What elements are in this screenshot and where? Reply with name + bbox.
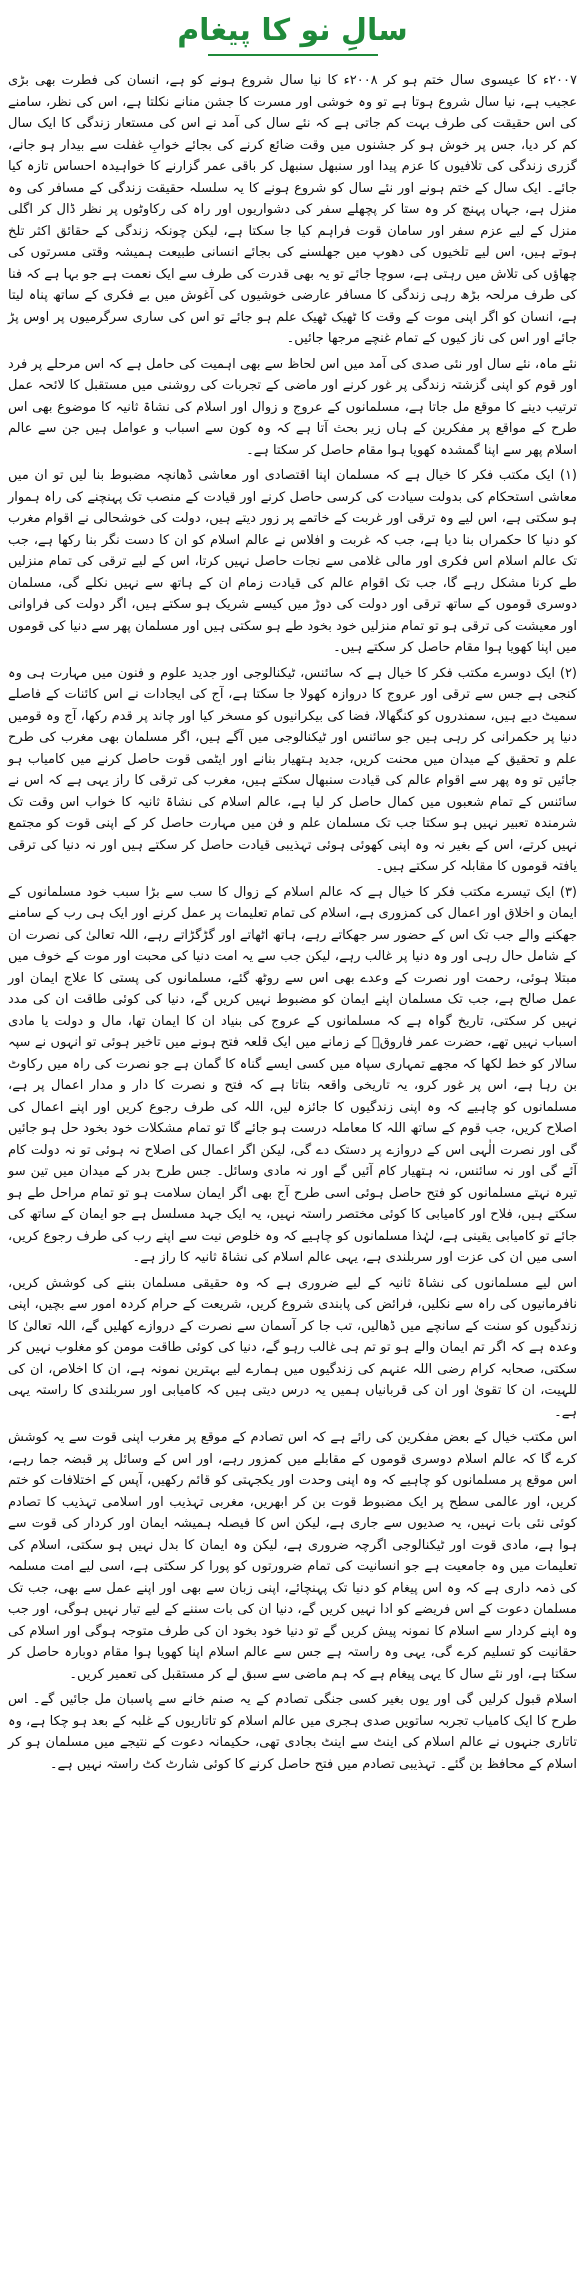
paragraph-view-science: (۲) ایک دوسرے مکتب فکر کا خیال ہے کہ سائنس، ٹیکنالوجی اور جدید علوم و فنون میں مہارت ہی وہ کنجی ہے جس سے ترقی اور عروج کا دروازہ کھولا جا سکتا ہے، آج کی ایجادات نے اس کائنات کے فاصلے سمیٹ دیے ہیں، سمندروں کو کنگھالا، فضا کی بیکرانیوں کو مسخر کیا اور چاند پر قدم رکھا، آج وہ قومیں دنیا پر حکمرانی کر رہی ہیں جو سائنس اور ٹیکنالوجی میں آگے ہیں، اگر مسلمان بھی مغرب کی طرح علم و تحقیق کے میدان میں محنت کریں، جدید ہتھیار بنانے اور ایٹمی قوت حاصل کرنے میں کامیاب ہو جائیں تو وہ پھر سے اقوام عالم کی قیادت سنبھال سکتے ہیں، مغرب کی ترقی کا راز یہی ہے کہ اس نے سائنس کے تمام شعبوں میں کمال حاصل کر لیا ہے، عالم اسلام کی نشاۃ ثانیہ کا خواب اس وقت تک شرمندہ تعبیر نہیں ہو سکتا جب تک مسلمان علم و فن میں مہارت حاصل کر کے اپنی قوت کو مجتمع نہیں کرتے، اس کے بغیر نہ وہ اپنی کھوئی ہوئی تہذیبی قیادت حاصل کر سکتے ہیں اور نہ دنیا کی ترقی یافتہ قوموں کا مقابلہ کر سکتے ہیں۔ — [8, 665, 577, 874]
title-block — [8, 8, 577, 58]
paragraph-clash: اس مکتب خیال کے بعض مفکرین کی رائے ہے کہ اس تصادم کے موقع پر مغرب اپنی قوت سے یہ کوشش کرے گا کہ عالم اسلام دوسری قوموں کے مقابلے میں کمزور رہے، اور اس کے وسائل پر قبضہ جما رہے، اس موقع پر مسلمانوں کو چاہیے کہ وہ اپنی وحدت اور یکجہتی کو قائم رکھیں، آپس کے اختلافات کو ختم کریں، اور عالمی سطح پر ایک مضبوط قوت بن کر ابھریں، مغربی تہذیب اور اسلامی تہذیب کا تصادم کوئی نئی بات نہیں، یہ صدیوں سے جاری ہے، لیکن اس کا فیصلہ ہمیشہ ایمان اور کردار کی قوت سے ہوا ہے، مادی قوت اور ٹیکنالوجی اگرچہ ضروری ہے، لیکن وہ ایمان کا بدل نہیں ہو سکتی، اسلام کی تعلیمات میں وہ جامعیت ہے جو انسانیت کی تمام ضرورتوں کو پورا کر سکتی ہے، اسی لیے امت مسلمہ کی ذمہ داری ہے کہ وہ اس پیغام کو دنیا تک پہنچائے، اپنی زبان سے بھی اور اپنے عمل سے بھی، جب تک مسلمان دعوت کے اس فریضے کو ادا نہیں کریں گے، دنیا ان کی بات سننے کے لیے تیار نہیں ہوگی، اور جب وہ اپنے کردار سے اسلام کا نمونہ پیش کریں گے تو دنیا خود بخود ان کی طرف متوجہ ہوگی اور اسلام کی حقانیت کو تسلیم کرے گی، یہی وہ راستہ ہے جس سے عالم اسلام اپنا کھویا ہوا مقام دوبارہ حاصل کر سکتا ہے، اور نئے سال کا یہی پیغام ہے کہ ہم ماضی سے سبق لے کر مستقبل کی تعمیر کریں۔ — [8, 1430, 577, 1682]
page-title: سالِ نو کا پیغام — [177, 13, 408, 48]
article-body — [8, 70, 577, 1775]
paragraph-conclusion: اسلام قبول کرلیں گی اور یوں بغیر کسی جنگی تصادم کے یہ صنم خانے سے پاسبان مل جائیں گے۔ اس طرح کا ایک کامیاب تجربہ ساتویں صدی ہجری میں عالم اسلام کو تاتاریوں کے غلبہ کے بعد ہو چکا ہے، وہ تاتاری جنہوں نے عالم اسلام کی اینٹ سے اینٹ بجادی تھی، حکیمانہ دعوت کے نتیجے میں مسلمان ہو کر اسلام کے محافظ بن گئے۔ تہذیبی تصادم میں فتح حاصل کرنے کا کوئی شارٹ کٹ راستہ نہیں ہے۔ — [8, 1692, 577, 1772]
paragraph-view-faith: (۳) ایک تیسرے مکتب فکر کا خیال ہے کہ عالم اسلام کے زوال کا سب سے بڑا سبب خود مسلمانوں کے ایمان و اخلاق اور اعمال کی کمزوری ہے، اسلام کی تمام تعلیمات پر عمل کرنے اور ایک ہی رب کے سامنے جھکنے والے جب تک اس کے حضور سر جھکاتے رہے، ہاتھ اٹھاتے اور گڑگڑاتے رہے، اللہ تعالیٰ کی نصرت ان کے شامل حال رہی اور وہ دنیا پر غالب رہے، لیکن جب سے یہ امت دنیا کی محبت اور موت کے خوف میں مبتلا ہوئی، رحمت اور نصرت کے وعدے بھی اس سے روٹھ گئے، مسلمانوں کی پستی کا علاج ایمان اور عمل صالح ہے، جب تک مسلمان اپنے ایمان کو مضبوط نہیں کریں گے، دنیا کی کوئی طاقت ان کی مدد نہیں کر سکتی، تاریخ گواہ ہے کہ مسلمانوں کے عروج کی بنیاد ان کا ایمان تھا، مال و دولت یا مادی اسباب نہیں تھے، حضرت عمر فاروقؓ کے زمانے میں ایک قلعہ فتح ہونے میں تاخیر ہوئی تو انہوں نے سپہ سالار کو خط لکھا کہ مجھے تمہاری سپاہ میں کسی ایسے گناہ کا گمان ہے جو نصرت کی راہ میں رکاوٹ بن رہا ہے، اس پر غور کرو، یہ تاریخی واقعہ بتاتا ہے کہ فتح و نصرت کا دار و مدار اعمال پر ہے، مسلمانوں کو چاہیے کہ وہ اپنی زندگیوں کا جائزہ لیں، اللہ کی طرف رجوع کریں اور اپنے اعمال کی اصلاح کریں، جب قوم کے ساتھ اللہ کا معاملہ درست ہو جائے گا تو تمام مشکلات خود بخود حل ہو جائیں گی اور نصرت الٰہی اس کے دروازے پر دستک دے گی، لیکن اگر اعمال کی اصلاح نہ ہوئی تو نہ دولت کام آئے گی اور نہ سائنس، نہ ہتھیار کام آئیں گے اور نہ مادی وسائل۔ جس طرح بدر کے میدان میں تین سو تیرہ نہتے مسلمانوں کو فتح حاصل ہوئی اسی طرح آج بھی اگر ایمان سلامت ہو تو تمام مراحل طے ہو سکتے ہیں، فلاح اور کامیابی کا کوئی مختصر راستہ نہیں، یہ ایک جہد مسلسل ہے جو ایمان کے ساتھ کی جائے تو کامیابی یقینی ہے، لہٰذا مسلمانوں کو چاہیے کہ وہ خلوص نیت سے اپنے رب کی طرف رجوع کریں، اسی میں ان کی عزت اور سربلندی ہے، یہی عالم اسلام کی نشاۃ ثانیہ کا راز ہے۔ — [8, 884, 577, 1265]
paragraph-view-economy: (۱) ایک مکتب فکر کا خیال ہے کہ مسلمان اپنا اقتصادی اور معاشی ڈھانچہ مضبوط بنا لیں تو ان میں معاشی استحکام کی بدولت سیادت کی کرسی حاصل کرنے اور قیادت کے منصب تک پہنچنے کی راہ ہموار ہو سکتی ہے، اس لیے وہ ترقی اور غربت کے خاتمے پر زور دیتے ہیں، دولت کی خوشحالی نے اقوام مغرب کو دنیا کا حکمراں بنا دیا ہے، جب کہ غربت و افلاس نے عالم اسلام کو ان کا دست نگر بنا رکھا ہے، جب تک عالم اسلام اس فکری اور مالی غلامی سے نجات حاصل نہیں کرتا، اس کے لیے ترقی کی تمام منزلیں طے کرنا مشکل رہے گا، جب تک اقوام عالم کی قیادت زمام ان کے ہاتھ سے نہیں نکلے گی، مسلمان دوسری قوموں کے ساتھ ترقی اور دولت کی دوڑ میں کیسے شریک ہو سکتے ہیں، اگر دولت کی فراوانی اور معیشت کی ترقی ہو تو تمام منزلیں خود بخود طے ہو سکتی ہیں اور مسلمان پھر سے دنیا کی قوموں میں اپنا کھویا ہوا مقام حاصل کر سکتے ہیں۔ — [8, 468, 577, 655]
paragraph-revival: اس لیے مسلمانوں کی نشاۃ ثانیہ کے لیے ضروری ہے کہ وہ حقیقی مسلمان بننے کی کوشش کریں، نافرمانیوں کی راہ سے نکلیں، فرائض کی پابندی شروع کریں، شریعت کے حرام کردہ امور سے بچیں، اپنی زندگیوں کو سنت کے سانچے میں ڈھالیں، تب جا کر آسمان سے نصرت کے دروازے کھلیں گے، اللہ تعالیٰ کا وعدہ ہے کہ اگر تم ایمان والے ہو تو تم ہی غالب رہو گے، دنیا کی کوئی طاقت مومن کو مغلوب نہیں کر سکتی، صحابہ کرام رضی اللہ عنہم کی زندگیوں میں ہمارے لیے بہترین نمونہ ہے، ان کا اخلاص، ان کی للہیت، ان کا تقویٰ اور ان کی قربانیاں ہمیں یہ درس دیتی ہیں کہ کامیابی اور سربلندی کا راستہ یہی ہے۔ — [8, 1275, 577, 1420]
title-underline — [208, 54, 378, 56]
paragraph-context: نئے ماہ، نئے سال اور نئی صدی کی آمد میں اس لحاظ سے بھی اہمیت کی حامل ہے کہ اس مرحلے پر فرد اور قوم کو اپنی گزشتہ زندگی پر غور کرنے اور ماضی کے تجربات کی روشنی میں مستقبل کا لائحہ عمل ترتیب دینے کا موقع مل جاتا ہے، مسلمانوں کے عروج و زوال اور اسلام کی نشاۃ ثانیہ کا موضوع بھی اس طرح کے مواقع پر مفکرین کے ہاں زیر بحث آتا ہے کہ وہ کون سے اسباب و عوامل ہیں جن سے عالم اسلام پھر سے اپنا گمشدہ کھویا ہوا مقام حاصل کر سکتا ہے۔ — [8, 356, 577, 458]
paragraph-intro: ۲۰۰۷ء کا عیسوی سال ختم ہو کر ۲۰۰۸ء کا نیا سال شروع ہونے کو ہے، انسان کی فطرت بھی بڑی عجیب ہے، نیا سال شروع ہوتا ہے تو وہ خوشی اور مسرت کا جشن منانے نکلتا ہے، اس کی نظر، سامنے کی اس حقیقت کی طرف بہت کم جاتی ہے کہ نئے سال کی آمد نے اس کی مستعار زندگی کا ایک سال کم کر دیا، جس پر خوش ہو کر جشنوں میں وقت ضائع کرنے کی بجائے خوابِ غفلت سے بیدار ہو جانے، گزری زندگی کی تلافیوں کا عزم پیدا اور سنبھل سنبھل کر باقی عمر گزارنے کا خواہیدہ احساس تازہ کیا جائے۔ ایک سال کے ختم ہونے اور نئے سال کو شروع ہونے کا یہ سلسلہ حقیقت زندگی کے مسافر کی وہ منزل ہے، جہاں پہنچ کر وہ ستا کر پچھلے سفر کی دشواریوں اور راہ کی رکاوٹوں پر نظر ڈال کر اگلی منزل کے لیے عزم سفر اور سامان قوت فراہم کیا جا سکتا ہے، لیکن چونکہ زندگی کے حقائق اکثر تلخ ہوتے ہیں، اس لیے تلخیوں کی دھوپ میں جھلسنے کی بجائے انسانی طبیعت ہمیشہ وقتی مسرتوں کی چھاؤں کی تلاش میں رہتی ہے، سوچا جائے تو یہ بھی قدرت کی طرف سے ایک نعمت ہے جو بہا ہے کہ فنا کی طرف مرلحہ بڑھ رہی زندگی کا مسافر عارضی خوشیوں کی آغوش میں بے فکری کے ساتھ پناہ لیتا ہے، انسان کو اگر اپنی موت کے وقت کا ٹھیک ٹھیک علم ہو جائے تو اس کی ساری سرگرمیوں پر اوس پڑ جائے اور اس کی ناز کیوں کے تمام غنچے مرجھا جائیں۔ — [8, 73, 577, 346]
